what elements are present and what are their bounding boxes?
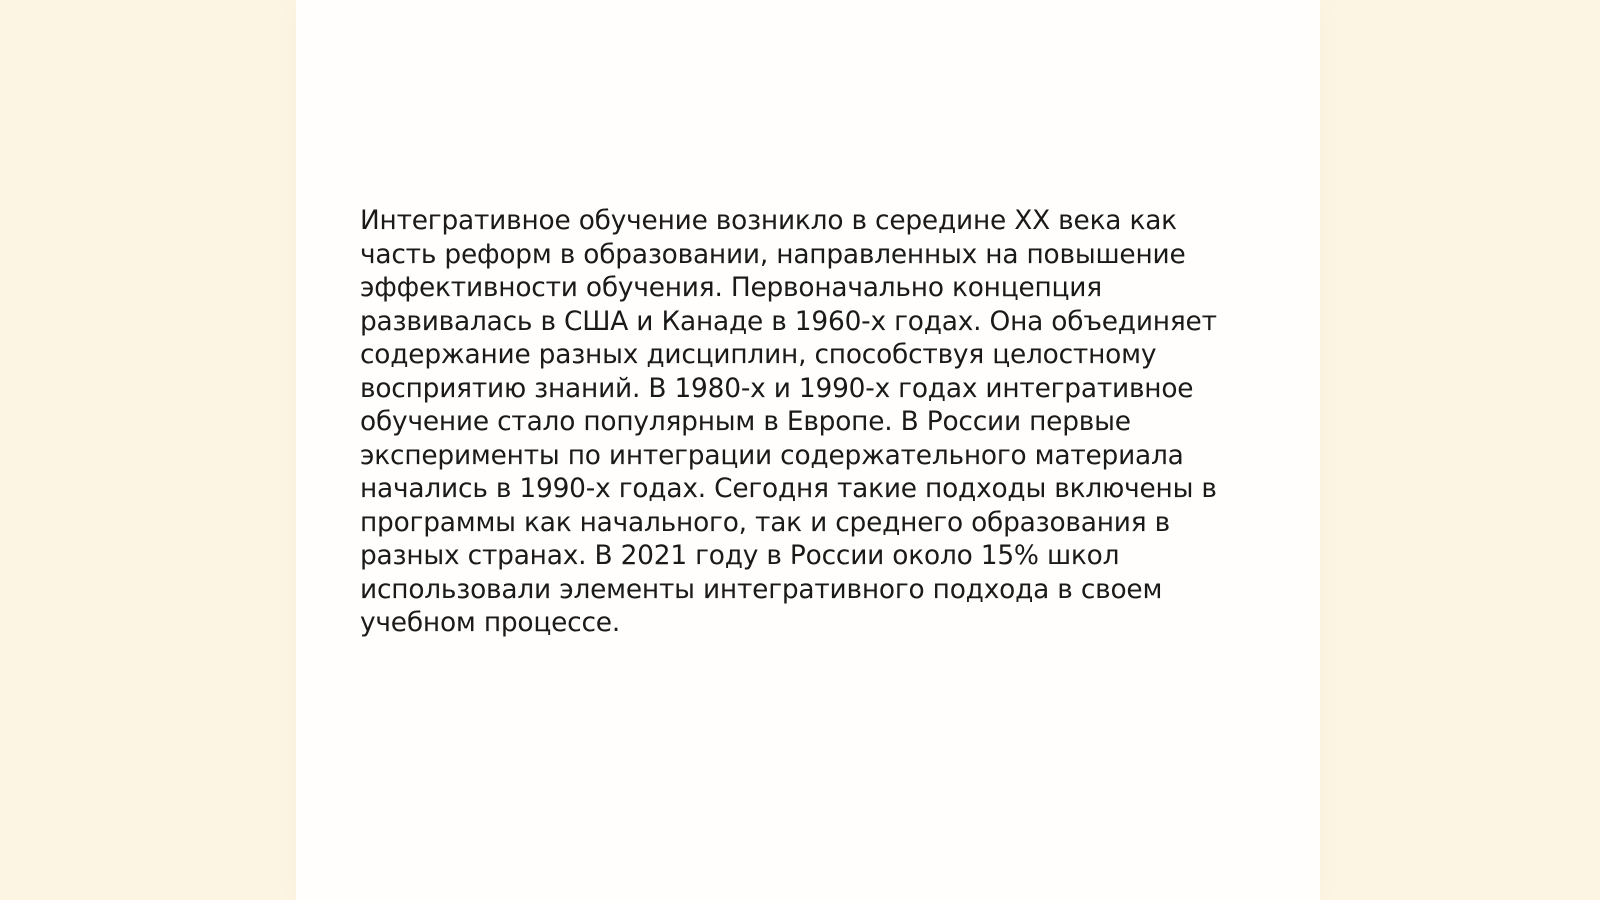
body-paragraph bbox=[360, 204, 1220, 640]
paragraph-line: использовали элементы интегративного подхода в своем bbox=[360, 573, 1163, 605]
paragraph-line: часть реформ в образовании, направленных на повышение bbox=[360, 238, 1186, 270]
paragraph-line: содержание разных дисциплин, способствуя целостному bbox=[360, 339, 1157, 370]
paragraph-line: эффективности обучения. Первоначально концепция bbox=[360, 272, 1102, 303]
paragraph-line: восприятию знаний. В 1980-х и 1990-х годах интегративное bbox=[360, 372, 1194, 404]
left-margin-panel bbox=[0, 0, 296, 900]
document-page bbox=[296, 0, 1320, 900]
paragraph-line: развивалась в США и Канаде в 1960-х годах. Она объединяет bbox=[360, 305, 1217, 337]
paragraph-line: Интегративное обучение возникло в середине XX века как bbox=[360, 205, 1177, 236]
right-margin-panel bbox=[1304, 0, 1600, 900]
paragraph-line: обучение стало популярным в Европе. В России первые bbox=[360, 406, 1131, 437]
paragraph-line: начались в 1990-х годах. Сегодня такие подходы включены в bbox=[360, 473, 1217, 504]
paragraph-line: эксперименты по интеграции содержательного материала bbox=[360, 439, 1184, 471]
paragraph-line: разных странах. В 2021 году в России около 15% школ bbox=[360, 540, 1120, 571]
paragraph-line: учебном процессе. bbox=[360, 607, 621, 638]
paragraph-line: программы как начального, так и среднего образования в bbox=[360, 506, 1170, 538]
